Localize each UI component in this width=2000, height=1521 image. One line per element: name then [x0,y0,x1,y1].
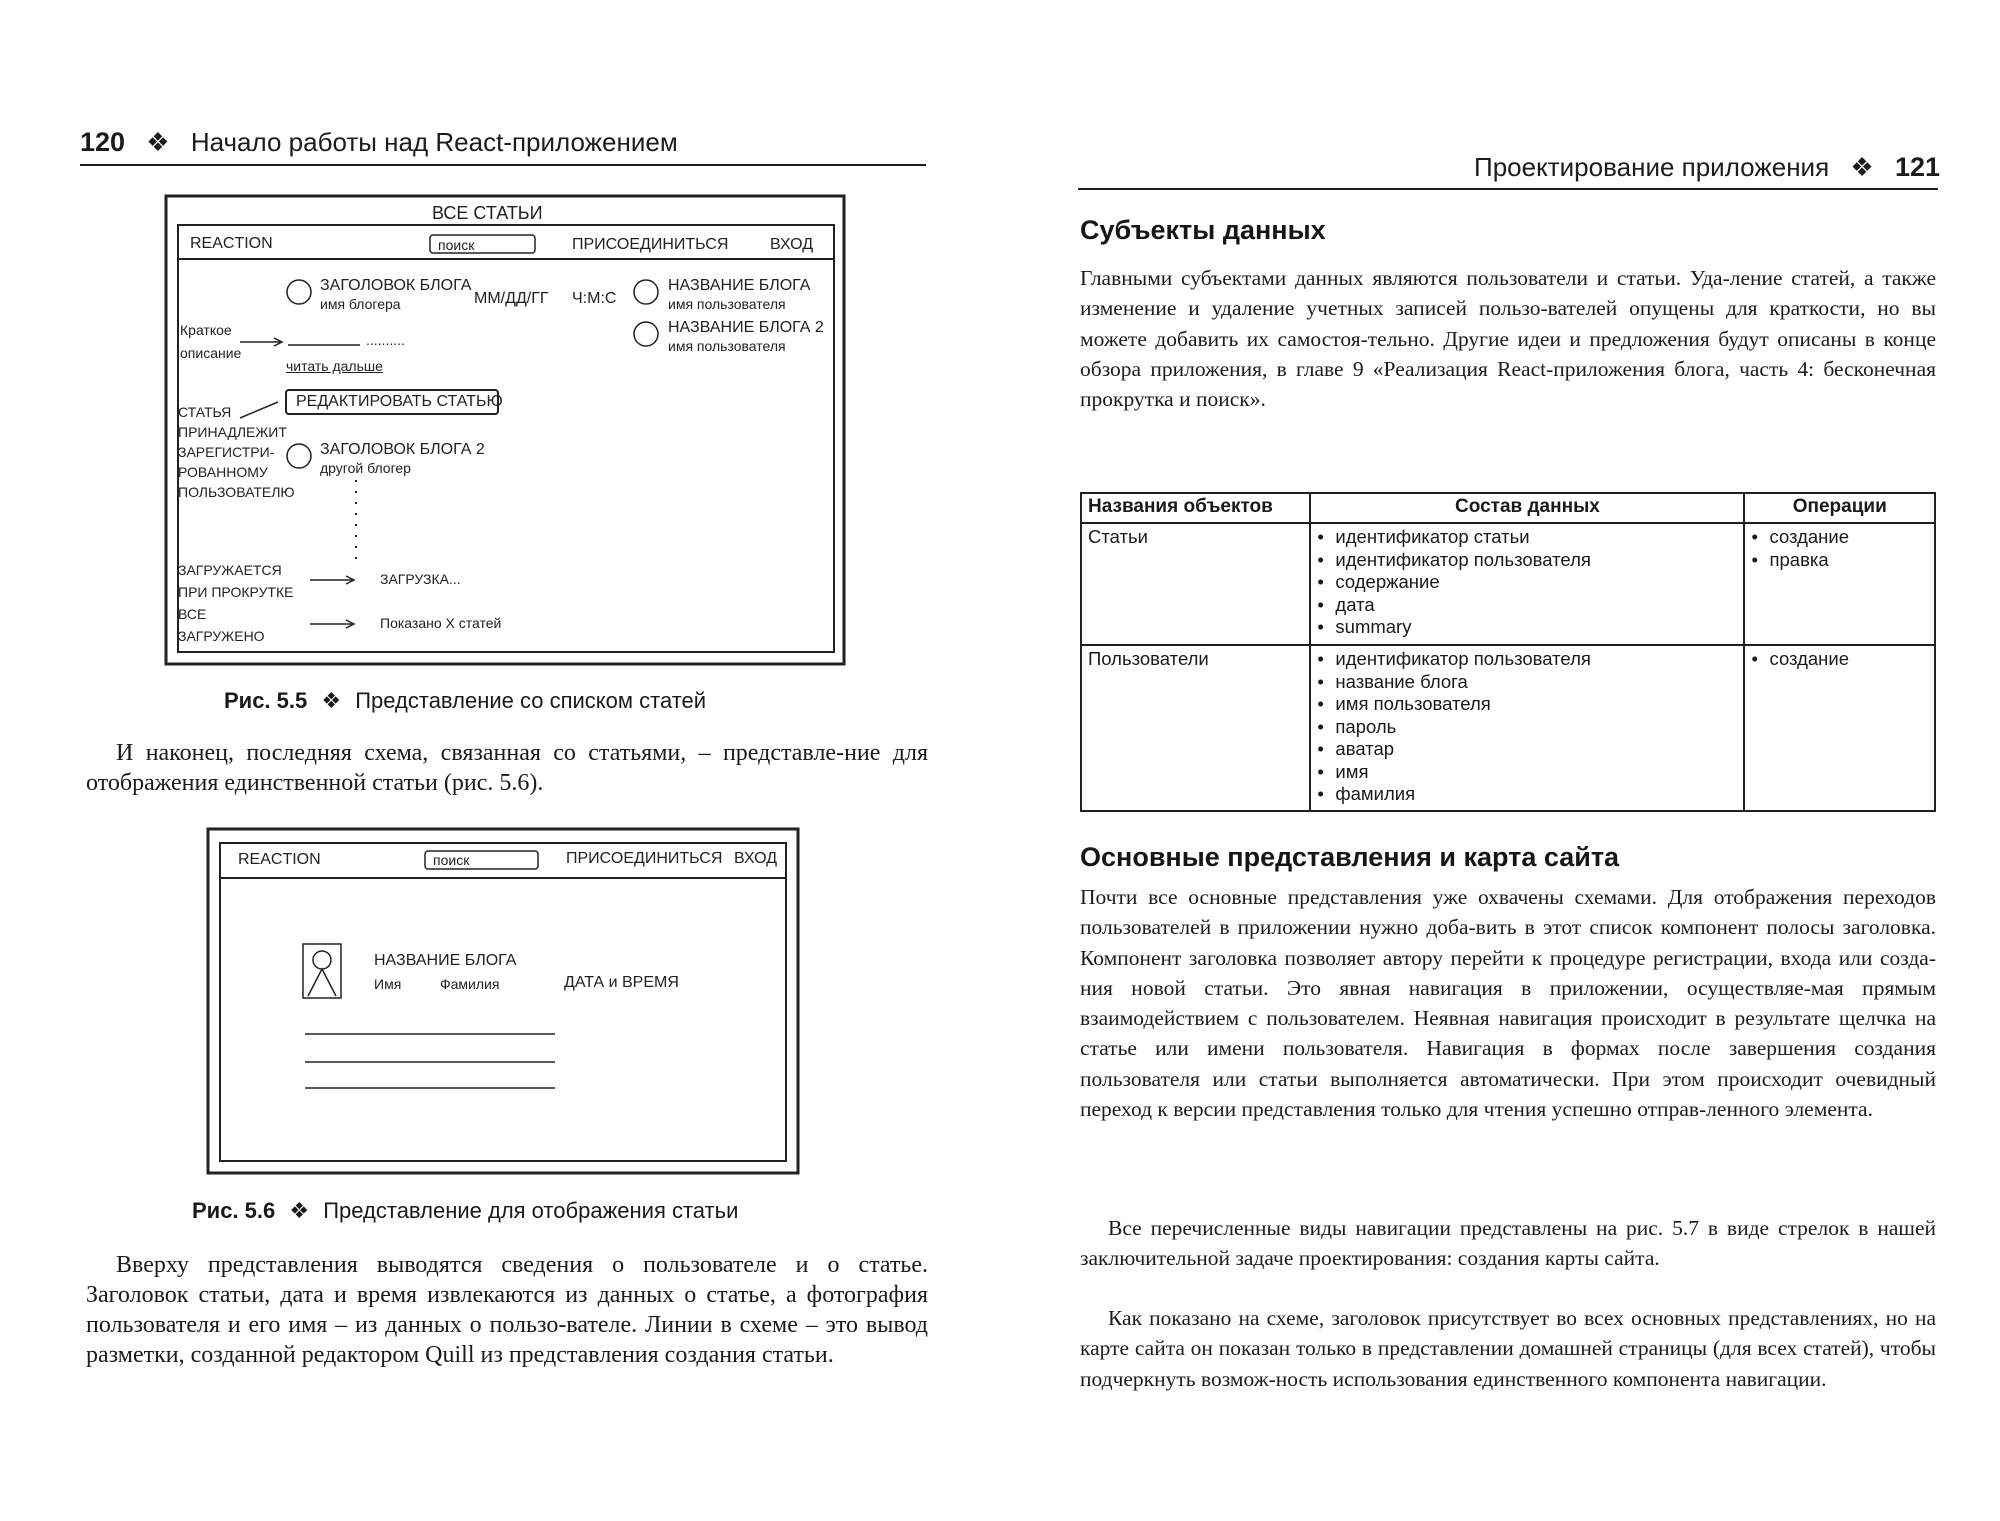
fig55-join-link: ПРИСОЕДИНИТЬСЯ [572,236,729,253]
entity-ops-cell [1744,645,1935,811]
entity-name-cell: Пользователи [1081,645,1310,811]
list-item: • имя [1317,761,1737,784]
left-running-header [80,127,678,158]
fig55-loading: ЗАГРУЗКА... [380,571,461,587]
fig56-app-name: REACTION [238,851,321,868]
table-header-cell: Состав данных [1310,493,1744,523]
table-header-row [1081,493,1935,523]
list-item: • правка [1751,549,1928,572]
fig55-post1-author: имя блогера [320,296,401,312]
fig55-blog1-name: НАЗВАНИЕ БЛОГА [668,277,811,294]
paragraph-views-2: Все перечисленные виды навигации представлены на рис. 5.7 в виде стрелок в нашей заключительной задаче проектирования: создания карты сайта. [1080,1216,1936,1271]
table-header-cell: Названия объектов [1081,493,1310,523]
entity-data-cell [1310,523,1744,645]
fig55-owned-label-1: СТАТЬЯ [178,404,232,420]
fig55-owned-label-3: ЗАРЕГИСТРИ- [178,444,275,460]
fig55-owned-label-2: ПРИНАДЛЕЖИТ [178,424,287,440]
list-item: • summary [1317,616,1737,639]
fig55-post1-title: ЗАГОЛОВОК БЛОГА [320,277,472,294]
fig55-title: ВСЕ СТАТЬИ [432,203,543,223]
paragraph-views-3: Как показано на схеме, заголовок присутствует во всех основных представлениях, но на карте сайта он показан только в представлении домашней страницы (для всех статей), чтобы подчеркнуть возмож-ность использования единственного компонента навигации. [1080,1306,1936,1391]
fig55-scroll-label-2: ПРИ ПРОКРУТКЕ [178,584,294,600]
list-item: • аватар [1317,738,1737,761]
figure-5-5-caption [224,688,706,714]
fig55-date-format: ММ/ДД/ГГ [474,290,549,307]
fig56-join-link: ПРИСОЕДИНИТЬСЯ [566,850,723,867]
fig55-caption-number: Рис. 5.5 [224,688,308,713]
entities-table [1080,492,1936,812]
table-header-cell: Операции [1744,493,1935,523]
left-header-rule [80,164,926,166]
entity-name-cell: Статьи [1081,523,1310,645]
fig55-blog2-user: имя пользователя [668,338,786,354]
fig55-all-loaded-label-1: ВСЕ [178,606,207,622]
right-running-title: Проектирование приложения [1474,152,1830,182]
fig55-blog2-name: НАЗВАНИЕ БЛОГА 2 [668,319,824,336]
paragraph-data-entities: Главными субъектами данных являются пользователи и статьи. Уда-ление статей, а также изменение и удаление учетных записей пользо-вателей опущены для краткости, но вы можете добавить их самостоя-тельно. Другие идеи и предложения будут описаны в конце обзора приложения, в главе 9 «Реализация React-приложения блога, часть 4: бесконечная прокрутка и поиск». [1080,266,1936,412]
fig56-datetime: ДАТА и ВРЕМЯ [564,974,679,991]
list-item: • содержание [1317,571,1737,594]
fig55-post2-title: ЗАГОЛОВОК БЛОГА 2 [320,441,485,458]
table-row [1081,523,1935,645]
list-item: • идентификатор статьи [1317,526,1737,549]
paragraph-views-1: Почти все основные представления уже охвачены схемами. Для отображения переходов пользователей в приложении нужно доба-вить в этот список компонент полосы заголовка. Компонент заголовка позволяет автору перейти к процедуре регистрации, входа или созда-ния новой статьи. Это явная навигация в приложении, осуществляе-мая прямым взаимодействием с пользователем. Неявная навигация происходит в результате щелчка на статье или имени пользователя. Навигация в формах после завершения создания пользователя или статьи выполняется автоматически. При этом происходит очевидный переход к версии представления только для чтения успешно отправ-ленного элемента. [1080,885,1936,1122]
fig55-all-loaded-label-2: ЗАГРУЖЕНО [178,628,265,644]
fig55-summary-label-2: описание [180,345,242,361]
fig56-caption-text: Представление для отображения статьи [323,1198,739,1223]
list-item: • название блога [1317,671,1737,694]
fig55-scroll-label-1: ЗАГРУЖАЕТСЯ [178,562,282,578]
list-item: • создание [1751,526,1928,549]
table-row [1081,645,1935,811]
list-item: • фамилия [1317,783,1737,806]
right-page-number: 121 [1894,152,1940,182]
entity-data-cell [1310,645,1744,811]
right-header-rule [1078,188,1938,190]
fig56-search-input: поиск [433,852,470,868]
fig55-summary-dots: .......... [366,332,405,348]
fig56-blog-name: НАЗВАНИЕ БЛОГА [374,952,517,969]
fig55-time-format: Ч:М:С [572,290,617,307]
fig56-first-name: Имя [374,976,402,992]
fig55-summary-label-1: Краткое [180,322,232,338]
fig55-owned-label-4: РОВАННОМУ [178,464,268,480]
fig56-caption-number: Рис. 5.6 [192,1198,276,1223]
fig55-shown-count: Показано X статей [380,615,502,631]
fig55-read-more-link: читать дальше [286,358,383,374]
fig55-post2-author: другой блогер [320,460,411,476]
figure-5-6-caption [192,1198,738,1224]
list-item: • пароль [1317,716,1737,739]
header-separator-icon: ❖ [1850,152,1874,182]
left-running-title: Начало работы над React-приложением [190,127,678,157]
left-page-number: 120 [80,127,126,157]
heading-data-entities: Субъекты данных [1080,215,1326,245]
fig55-login-link: ВХОД [770,236,814,253]
left-paragraph-1: И наконец, последняя схема, связанная со статьями, – представле-ние для отображения единственной статьи (рис. 5.6). [86,740,928,796]
fig55-edit-button: РЕДАКТИРОВАТЬ СТАТЬЮ [296,393,503,410]
fig55-blog1-user: имя пользователя [668,296,786,312]
fig55-caption-text: Представление со списком статей [355,688,707,713]
list-item: • идентификатор пользователя [1317,648,1737,671]
fig55-owned-label-5: ПОЛЬЗОВАТЕЛЮ [178,484,295,500]
header-separator-icon: ❖ [146,127,170,157]
figure-5-6-wireframe [205,826,801,1176]
list-item: • идентификатор пользователя [1317,549,1737,572]
fig56-last-name: Фамилия [440,976,500,992]
left-paragraph-2: Вверху представления выводятся сведения о пользователе и о статье. Заголовок статьи, дата и время извлекаются из данных о статье, а фотография пользователя и его имя – из данных о пользо-вателе. Линии в схеме – это вывод разметки, созданной редактором Quill из представления создания статьи. [86,1252,928,1368]
entity-ops-cell [1744,523,1935,645]
caption-separator-icon: ❖ [321,688,342,713]
list-item: • дата [1317,594,1737,617]
fig55-search-input: поиск [438,237,475,253]
right-running-header [1474,152,1940,183]
list-item: • имя пользователя [1317,693,1737,716]
fig56-login-link: ВХОД [734,850,778,867]
caption-separator-icon: ❖ [289,1198,310,1223]
heading-main-views-sitemap: Основные представления и карта сайта [1080,842,1620,872]
list-item: • создание [1751,648,1928,671]
fig55-app-name: REACTION [190,235,273,252]
